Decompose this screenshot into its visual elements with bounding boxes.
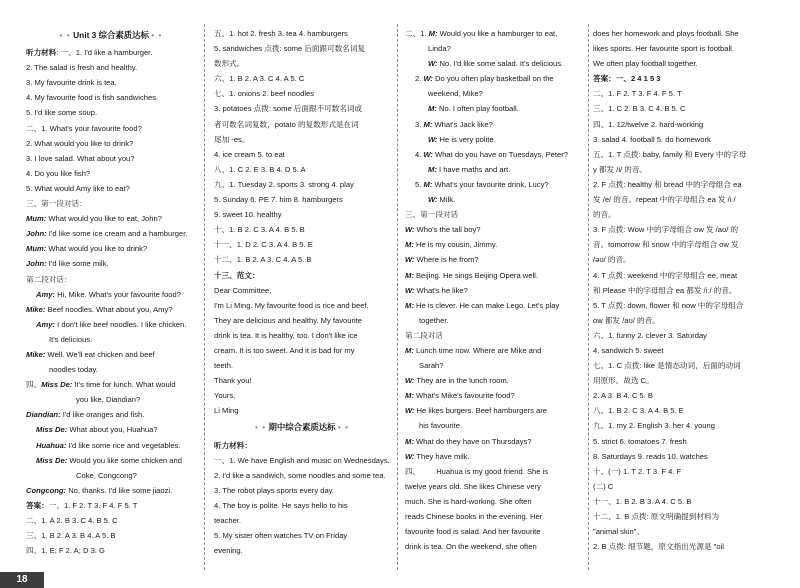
- dialogue-line: [405, 343, 575, 358]
- dialogue-line: [405, 162, 575, 177]
- speaker-label: Miss De:: [36, 455, 68, 465]
- text-line: 和 Please 中的字母组合 ea 都发 /iː/ 的音。: [593, 285, 737, 295]
- speaker-label: Congcong:: [26, 485, 67, 495]
- text-line: 3. The robot plays sports every day.: [214, 485, 335, 495]
- text-line: 2. The salad is fresh and healthy.: [26, 63, 138, 73]
- passage-line: much. She is hard-working. She often: [405, 496, 532, 506]
- text-span: Unit 3 综合素质达标: [73, 30, 149, 40]
- text-line: 2. B 点拨: 细节题，原文指出光源是 "oil: [593, 542, 724, 552]
- dialogue-line: [405, 449, 575, 464]
- text-line: 四、1. 12/twelve 2. hard-working: [593, 119, 704, 129]
- text-line: 2. I'd like a sandwich, some noodles and some tea.: [214, 470, 386, 480]
- dialogue-line: [405, 117, 575, 132]
- text-line: 十二、1. B 2. A 3. C 4. A 5. B: [214, 255, 312, 265]
- text-span: Would you like some chicken and: [69, 455, 182, 465]
- text-span: 4.: [415, 149, 422, 159]
- text-line: 者可数名词复数，potato 的复数形式是在词: [214, 119, 359, 129]
- text-span: It's delicious.: [49, 334, 93, 344]
- speaker-label: John:: [26, 229, 47, 239]
- text-line: 十、(一) 1. T 2. T 3. F 4. F: [593, 466, 682, 476]
- letter-line: Yours,: [214, 391, 236, 401]
- text-line: 音。tomorrow 和 snow 中的字母组合 ow 发: [593, 240, 739, 250]
- column-1: [26, 26, 196, 558]
- passage-line: twelve years old. She likes Chinese very: [405, 481, 541, 491]
- text-span: Where is he from?: [416, 255, 479, 265]
- text-line: 十二、1. B 点拨: 原文明确提到材料为: [593, 512, 720, 521]
- text-line: 六、1. B 2. A 3. C 4. A 5. C: [214, 74, 305, 84]
- dialogue-line: [405, 86, 575, 101]
- text-span: 5.: [415, 179, 422, 189]
- dialogue-line: [405, 26, 575, 41]
- text-line: 的音。: [593, 210, 616, 220]
- text-line: ow 都发 /aʊ/ 的音。: [593, 315, 660, 325]
- text-span: He likes burgers. Beef hamburgers are: [416, 406, 547, 416]
- column-4: [593, 26, 785, 554]
- decor-dots: • •: [151, 30, 163, 40]
- text-line: does her homework and plays football. She: [593, 29, 739, 38]
- text-span: Milk.: [439, 195, 456, 205]
- dialogue-line: [26, 377, 196, 392]
- text-line: 4. Do you like fish?: [26, 168, 91, 178]
- dialogue-line: [26, 483, 196, 498]
- answers-line: [26, 498, 196, 513]
- letter-line: Thank you!: [214, 376, 252, 386]
- text-line: 发 /e/ 的音。repeat 中的字母组合 ea 发 /iː/: [593, 195, 736, 205]
- speaker-label: Mum:: [26, 214, 47, 224]
- text-span: 2.: [415, 74, 422, 84]
- column-divider: [397, 24, 398, 570]
- dialogue-line: [405, 283, 575, 298]
- listening-header: 听力材料：: [214, 440, 252, 450]
- speaker-label: Amy:: [36, 289, 55, 299]
- text-span: Who's the tall boy?: [416, 225, 481, 235]
- dialogue-line: [405, 147, 575, 162]
- speaker-label: Mike:: [26, 304, 46, 314]
- text-line: 4. The boy is polite. He says hello to his: [214, 500, 348, 510]
- letter-line: cream. It is too sweet. And it is bad for my: [214, 345, 355, 355]
- speaker-label: W:: [428, 195, 438, 205]
- dialogue-line: [26, 422, 196, 437]
- answers-line: 三、1. B 2. A 3. B 4. A 5. B: [26, 531, 116, 541]
- decor-dots: • •: [59, 30, 71, 40]
- text-span: 答案：: [26, 500, 49, 510]
- dialogue-line: [405, 237, 575, 252]
- text-span: Would you like a hamburger to eat,: [439, 29, 558, 38]
- text-span: Lunch time now. Where are Mike and: [415, 345, 542, 355]
- text-line: 八、1. C 2. E 3. B 4. D 5. A: [214, 164, 306, 174]
- text-span: Sarah?: [419, 361, 444, 371]
- letter-line: Dear Committee,: [214, 285, 272, 295]
- dialogue-line: [405, 222, 575, 237]
- dialogue-line: [405, 56, 575, 71]
- text-line: 5. Sunday 6. PE 7. him 8. hamburgers: [214, 195, 343, 205]
- text-span: Huahua is my good friend. She is: [436, 466, 549, 476]
- speaker-label: W:: [428, 134, 438, 144]
- text-span: 一、1. F 2. T 3. F 4. F 5. T: [48, 500, 138, 510]
- speaker-label: W:: [405, 406, 415, 416]
- text-span: It's time for lunch. What would: [74, 380, 176, 390]
- speaker-label: Miss De:: [41, 380, 73, 390]
- dialogue-line: [26, 226, 196, 241]
- speaker-label: W:: [405, 285, 415, 295]
- dialogue-line: [26, 362, 196, 377]
- text-line: 5. strict 6. tomatoes 7. fresh: [593, 436, 687, 446]
- dialogue-line: [26, 256, 196, 271]
- column-divider: [588, 24, 589, 570]
- text-span: together.: [419, 315, 449, 325]
- text-line: 5. I'd like some soup.: [26, 108, 98, 118]
- answers-line: 四、1. E; F 2. A; D 3. G: [26, 546, 105, 556]
- text-span: What do they have on Thursdays?: [415, 436, 532, 446]
- text-line: teacher.: [214, 516, 242, 525]
- text-span: 一、1. I'd like a hamburger.: [60, 48, 153, 58]
- text-line: 九、1. Tuesday 2. sports 3. strong 4. play: [214, 179, 354, 189]
- dialogue-line: [405, 358, 575, 373]
- text-span: 3.: [415, 119, 422, 129]
- text-line: 4. T 点拨: weekend 中的字母组合 ee, meat: [593, 270, 738, 280]
- letter-line: Li Ming: [214, 406, 239, 416]
- text-line: 2. What would you like to drink?: [26, 138, 134, 148]
- text-span: No, thanks. I'd like some jiaozi.: [68, 485, 173, 495]
- dialogue-line: [405, 71, 575, 86]
- speaker-label: M:: [405, 345, 414, 355]
- text-line: 数形式。: [214, 59, 245, 69]
- text-line: 4. My favourite food is fish sandwiches.: [26, 93, 159, 103]
- text-span: No. I often play football.: [438, 104, 519, 114]
- text-line: 七、1. C 点拨: like 是情态动词，后面的动词: [593, 361, 741, 371]
- column-3: [405, 26, 575, 554]
- dialogue-line: [405, 298, 575, 313]
- text-line: 2. A 3. B 4. C 5. B: [593, 391, 653, 401]
- letter-line: drink is tea. It is healthy, too. I don't like ice: [214, 330, 358, 340]
- text-line: 5. My sister often watches TV on Friday: [214, 531, 348, 541]
- text-line: likes sports. Her favourite sport is football.: [593, 44, 734, 54]
- dialogue-line: [26, 287, 196, 302]
- top-border: [0, 0, 800, 4]
- dialogue-line: [26, 332, 196, 347]
- speaker-label: M:: [405, 391, 414, 401]
- text-span: 四、: [405, 466, 421, 476]
- dialogue-line: [405, 403, 575, 418]
- dialogue-line: [26, 407, 196, 422]
- text-span: I don't like beef noodles. I like chicken.: [57, 319, 187, 329]
- speaker-label: W:: [423, 149, 433, 159]
- dialogue-line: [405, 373, 575, 388]
- speaker-label: M:: [423, 119, 433, 129]
- dialogue-line: [405, 418, 575, 433]
- dialogue-line: [26, 302, 196, 317]
- answers-line: 二、1. A 2. B 3. C 4. B 5. C: [26, 516, 118, 525]
- text-span: They have milk.: [416, 451, 470, 461]
- dialogue-line: [405, 192, 575, 207]
- speaker-label: M:: [428, 104, 437, 114]
- text-span: I'd like some rice and vegetables.: [68, 440, 181, 450]
- text-span: I'd like some ice cream and a hamburger.: [48, 229, 188, 239]
- dialogue-line: [405, 101, 575, 116]
- text-span: What do you have on Tuesdays, Peter?: [435, 149, 568, 159]
- text-line: 尾加 -es。: [214, 134, 250, 144]
- dialogue-line: [405, 252, 575, 267]
- text-span: 期中综合素质达标: [268, 422, 336, 433]
- text-span: Well. We'll eat chicken and beef: [47, 349, 155, 359]
- dialogue-line: [26, 347, 196, 362]
- text-line: 9. sweet 10. healthy: [214, 210, 282, 220]
- text-span: Do you often play basketball on the: [435, 74, 554, 84]
- text-line: y 都发 /i/ 的音。: [593, 164, 648, 174]
- letter-line: teeth.: [214, 361, 233, 371]
- dialogue-line: [405, 313, 575, 328]
- text-line: 一、1. We have English and music on Wednesdays.: [214, 455, 390, 465]
- passage-line: [405, 464, 575, 479]
- text-line: 十一、1. D 2. C 3. A 4. B 5. E: [214, 240, 313, 250]
- dialogue-line: [26, 468, 196, 483]
- text-line: 4. sandwich 5. sweet: [593, 345, 664, 355]
- speaker-label: W:: [405, 225, 415, 235]
- dialogue-line: [405, 132, 575, 147]
- text-span: his favourite.: [419, 421, 463, 431]
- text-line: evening.: [214, 546, 243, 556]
- dialogue-label: 第二段对话: [405, 330, 443, 340]
- dialogue-line: [405, 41, 575, 56]
- text-line: 5. T 点拨: down, flower 和 now 中的字母组合: [593, 300, 744, 310]
- text-span: Hi, Mike. What's your favourite food?: [57, 289, 181, 299]
- speaker-label: W:: [405, 376, 415, 386]
- text-span: I'd like oranges and fish.: [62, 410, 145, 420]
- speaker-label: M:: [428, 164, 437, 174]
- text-span: Coke, Congcong?: [76, 470, 137, 480]
- dialogue-line: [405, 434, 575, 449]
- text-span: 四、: [26, 380, 42, 390]
- speaker-label: M:: [405, 240, 414, 250]
- speaker-label: W:: [405, 451, 415, 461]
- speaker-label: Amy:: [36, 319, 55, 329]
- section-title-midterm: [214, 420, 390, 435]
- text-line: 4. ice cream 5. to eat: [214, 149, 285, 159]
- text-line: 8. Saturdays 9. reads 10. watches: [593, 451, 708, 461]
- passage-line: reads Chinese books in the evening. Her: [405, 512, 543, 521]
- text-span: No. I'd like some salad. It's delicious.: [439, 59, 564, 69]
- dialogue-line: [26, 211, 196, 226]
- text-span: What would you like to drink?: [48, 244, 148, 254]
- text-span: Linda?: [428, 44, 451, 54]
- text-line: 八、1. B 2. C 3. A 4. B 5. E: [593, 406, 684, 416]
- text-line: 答案：一、2 4 1 5 3: [593, 74, 661, 84]
- passage-line: drink is tea. On the weekend, she often: [405, 542, 537, 552]
- text-line: 十、1. B 2. C 3. A 4. B 5. B: [214, 225, 305, 235]
- column-2: [214, 26, 390, 558]
- speaker-label: John:: [26, 259, 47, 269]
- page-number: 18: [0, 572, 44, 588]
- letter-line: I'm Li Ming. My favourite food is rice and beef.: [214, 300, 369, 310]
- text-span: Beef noodles. What about you, Amy?: [47, 304, 173, 314]
- text-line: 十一、1. B 2. B 3. A 4. C 5. B: [593, 496, 692, 506]
- text-line: 3. salad 4. football 5. do homework: [593, 134, 711, 144]
- text-line: 三、第一段对话：: [26, 199, 87, 209]
- section-title-unit3: [26, 28, 196, 43]
- decor-dots: • •: [337, 422, 350, 433]
- text-line: (二) C: [593, 481, 614, 491]
- text-line: 三、1. C 2. B 3. C 4. B 5. C: [593, 104, 686, 114]
- text-line: 六、1. funny 2. clever 3. Saturday: [593, 330, 707, 340]
- text-line: 3. I love salad. What about you?: [26, 153, 135, 163]
- text-line: 3. My favourite drink is tea.: [26, 78, 117, 88]
- text-line: 五、1. T 点拨: baby, family 和 Every 中的字母: [593, 149, 747, 159]
- letter-line: They are delicious and healthy. My favourite: [214, 315, 363, 325]
- text-line: 二、1. What's your favourite food?: [26, 123, 142, 133]
- speaker-label: W:: [428, 59, 438, 69]
- text-span: 听力材料: [26, 48, 57, 58]
- dialogue-line: [26, 438, 196, 453]
- text-line: 用原形。故选 C。: [593, 376, 654, 386]
- dialogue-line: [26, 317, 196, 332]
- text-line: 五、1. hot 2. fresh 3. tea 4. hamburgers: [214, 29, 348, 38]
- text-span: What's Mike's favourite food?: [415, 391, 515, 401]
- text-line: 3. F 点拨: Wow 中的字母组合 ow 发 /aʊ/ 的: [593, 225, 739, 235]
- dialogue-line: [405, 268, 575, 283]
- text-line: 5. sandwiches 点拨: some 后面跟可数名词复: [214, 44, 366, 54]
- text-span: He is my cousin, Jimmy.: [415, 240, 498, 250]
- dialogue-line: [26, 392, 196, 407]
- text-span: noodles today.: [49, 365, 98, 375]
- speaker-label: M:: [405, 300, 414, 310]
- passage-line: favourite food is salad. And her favourite: [405, 527, 541, 537]
- listening-header: 听力材料: 一、1. I'd like a hamburger.: [26, 48, 153, 58]
- text-span: 二、1.: [405, 29, 427, 38]
- text-span: I have maths and art.: [438, 164, 511, 174]
- speaker-label: M:: [405, 436, 414, 446]
- text-span: Beijing. He sings Beijing Opera well.: [415, 270, 538, 280]
- text-line: We often play football together.: [593, 59, 698, 69]
- dialogue-line: [26, 453, 196, 468]
- text-line: 七、1. onions 2. beef noodles: [214, 89, 315, 99]
- text-span: They are in the lunch room.: [416, 376, 509, 386]
- speaker-label: Diandian:: [26, 410, 61, 420]
- speaker-label: M:: [423, 179, 433, 189]
- text-span: What's Jack like?: [434, 119, 493, 129]
- text-line: 3. potatoes 点拨: some 后面跟不可数名词或: [214, 104, 363, 114]
- dialogue-line: [405, 388, 575, 403]
- dialogue-line: [405, 177, 575, 192]
- decor-dots: • •: [254, 422, 267, 433]
- text-span: you like, Diandian?: [76, 395, 141, 405]
- text-line: 九、1. my 2. English 3. her 4. young: [593, 421, 715, 431]
- text-span: What's your favourite drink, Lucy?: [434, 179, 549, 189]
- speaker-label: W:: [405, 255, 415, 265]
- text-line: 二、1. F 2. T 3. F 4. F 5. T: [593, 89, 682, 99]
- speaker-label: Mike:: [26, 349, 46, 359]
- text-span: He is clever. He can make Lego. Let's play: [415, 300, 560, 310]
- text-line: 2. F 点拨: healthy 和 bread 中的字母组合 ea: [593, 179, 742, 189]
- text-line: 5. What would Amy like to eat?: [26, 183, 130, 193]
- dialogue-label: 三、第一段对话: [405, 210, 459, 220]
- text-span: What about you, Huahua?: [69, 425, 158, 435]
- speaker-label: W:: [423, 74, 433, 84]
- speaker-label: Huahua:: [36, 440, 67, 450]
- text-line: 十三、范文：: [214, 270, 260, 280]
- text-span: What's he like?: [416, 285, 468, 295]
- column-divider: [204, 24, 205, 570]
- text-span: I'd like some milk.: [48, 259, 109, 269]
- text-span: weekend, Mike?: [428, 89, 483, 99]
- speaker-label: M:: [405, 270, 414, 280]
- text-line: "animal skin"。: [593, 527, 644, 537]
- dialogue-label: 第二段对话：: [26, 274, 72, 284]
- speaker-label: M:: [428, 29, 438, 38]
- text-span: He is very polite.: [439, 134, 496, 144]
- speaker-label: Miss De:: [36, 425, 68, 435]
- text-span: What would you like to eat, John?: [48, 214, 162, 224]
- speaker-label: Mum:: [26, 244, 47, 254]
- dialogue-line: [26, 241, 196, 256]
- text-line: /əʊ/ 的音。: [593, 255, 631, 265]
